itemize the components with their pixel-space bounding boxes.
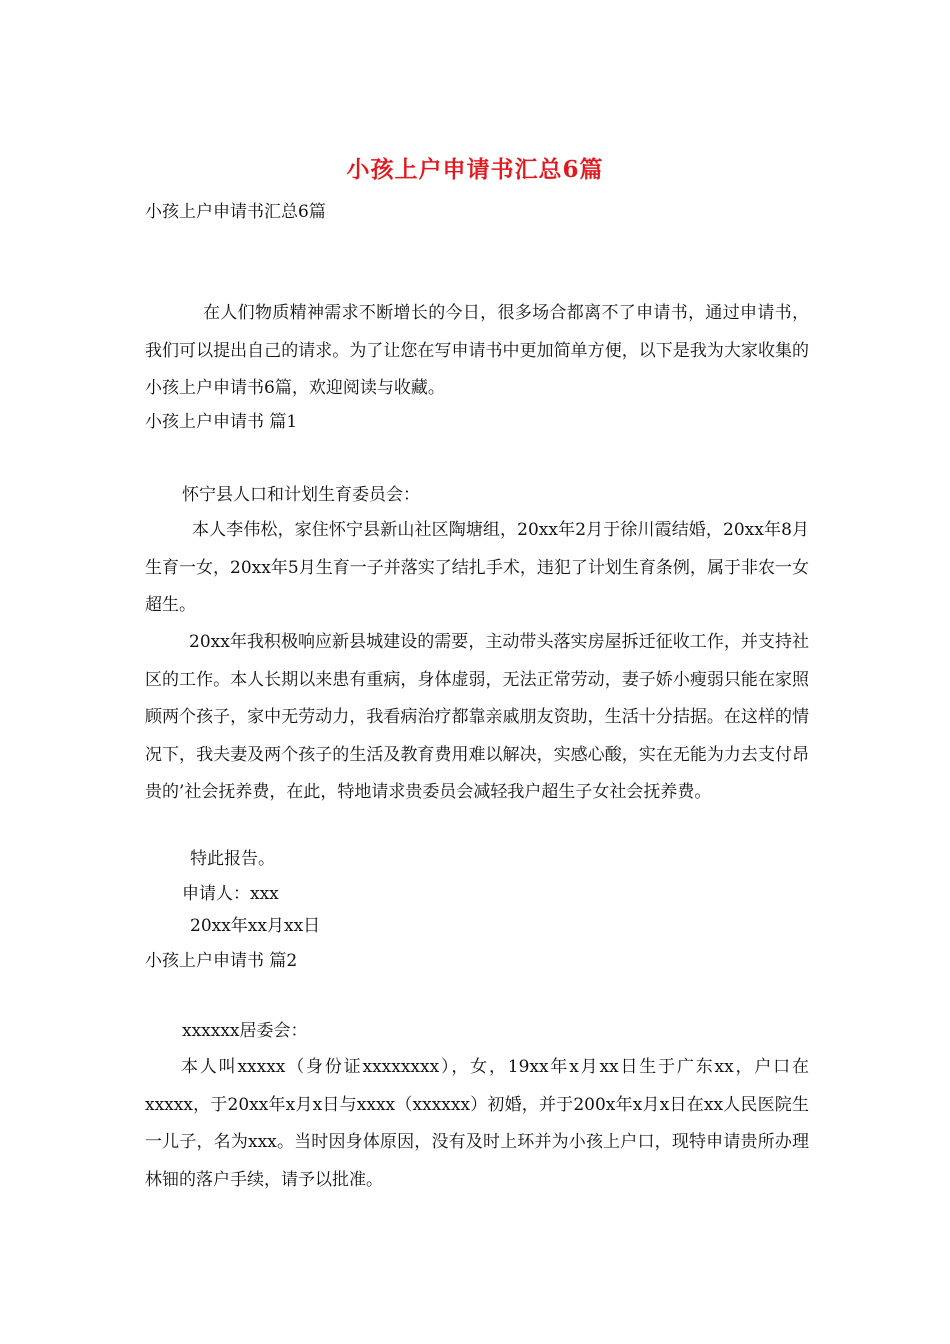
document-subtitle: 小孩上户申请书汇总6篇 bbox=[145, 202, 326, 222]
intro-paragraph: 在人们物质精神需求不断增长的今日，很多场合都离不了申请书，通过申请书，我们可以提出自己的请求。为了让您在写申请书中更加简单方便，以下是我为大家收集的小孩上户申请书6篇，欢迎阅读与收藏。 bbox=[145, 303, 809, 398]
date-line: 20xx年xx月xx日 bbox=[190, 916, 321, 936]
body-paragraph: 本人叫xxxxx（身份证xxxxxxxx），女，19xx年x月xx日生于广东xx，户口在xxxxx，于20xx年x月x日与xxxx（xxxxxx）初婚，并于200x年x月x日在xx人民医院生一儿子，名为xxx。当时因身体原因，没有及时上环并为小孩上户口，现特申请贵所办理林钿的落户手续，请予以批准。 bbox=[145, 1057, 809, 1190]
section-heading: 小孩上户申请书 篇2 bbox=[145, 951, 298, 971]
salutation: xxxxxx居委会： bbox=[182, 1021, 308, 1041]
closing-remark: 特此报告。 bbox=[190, 849, 275, 869]
applicant-line: 申请人：xxx bbox=[182, 884, 279, 904]
document-title: 小孩上户申请书汇总6篇 bbox=[346, 156, 604, 183]
section-heading: 小孩上户申请书 篇1 bbox=[145, 412, 298, 432]
body-paragraph: 20xx年我积极响应新县城建设的需要，主动带头落实房屋拆迁征收工作，并支持社区的工作。本人长期以来患有重病，身体虚弱，无法正常劳动，妻子娇小瘦弱只能在家照顾两个孩子，家中无劳动力，我看病治疗都靠亲戚朋友资助，生活十分拮据。在这样的情况下，我夫妻及两个孩子的生活及教育费用难以解决，实感心酸，实在无能为力去支付昂贵的’社会抚养费，在此，特地请求贵委员会减轻我户超生子女社会抚养费。 bbox=[145, 632, 809, 802]
salutation: 怀宁县人口和计划生育委员会： bbox=[182, 485, 420, 505]
body-paragraph: 本人李伟松，家住怀宁县新山社区陶塘组，20xx年2月于徐川霞结婚，20xx年8月生育一女，20xx年5月生育一子并落实了结扎手术，违犯了计划生育条例，属于非农一女超生。 bbox=[145, 520, 809, 615]
